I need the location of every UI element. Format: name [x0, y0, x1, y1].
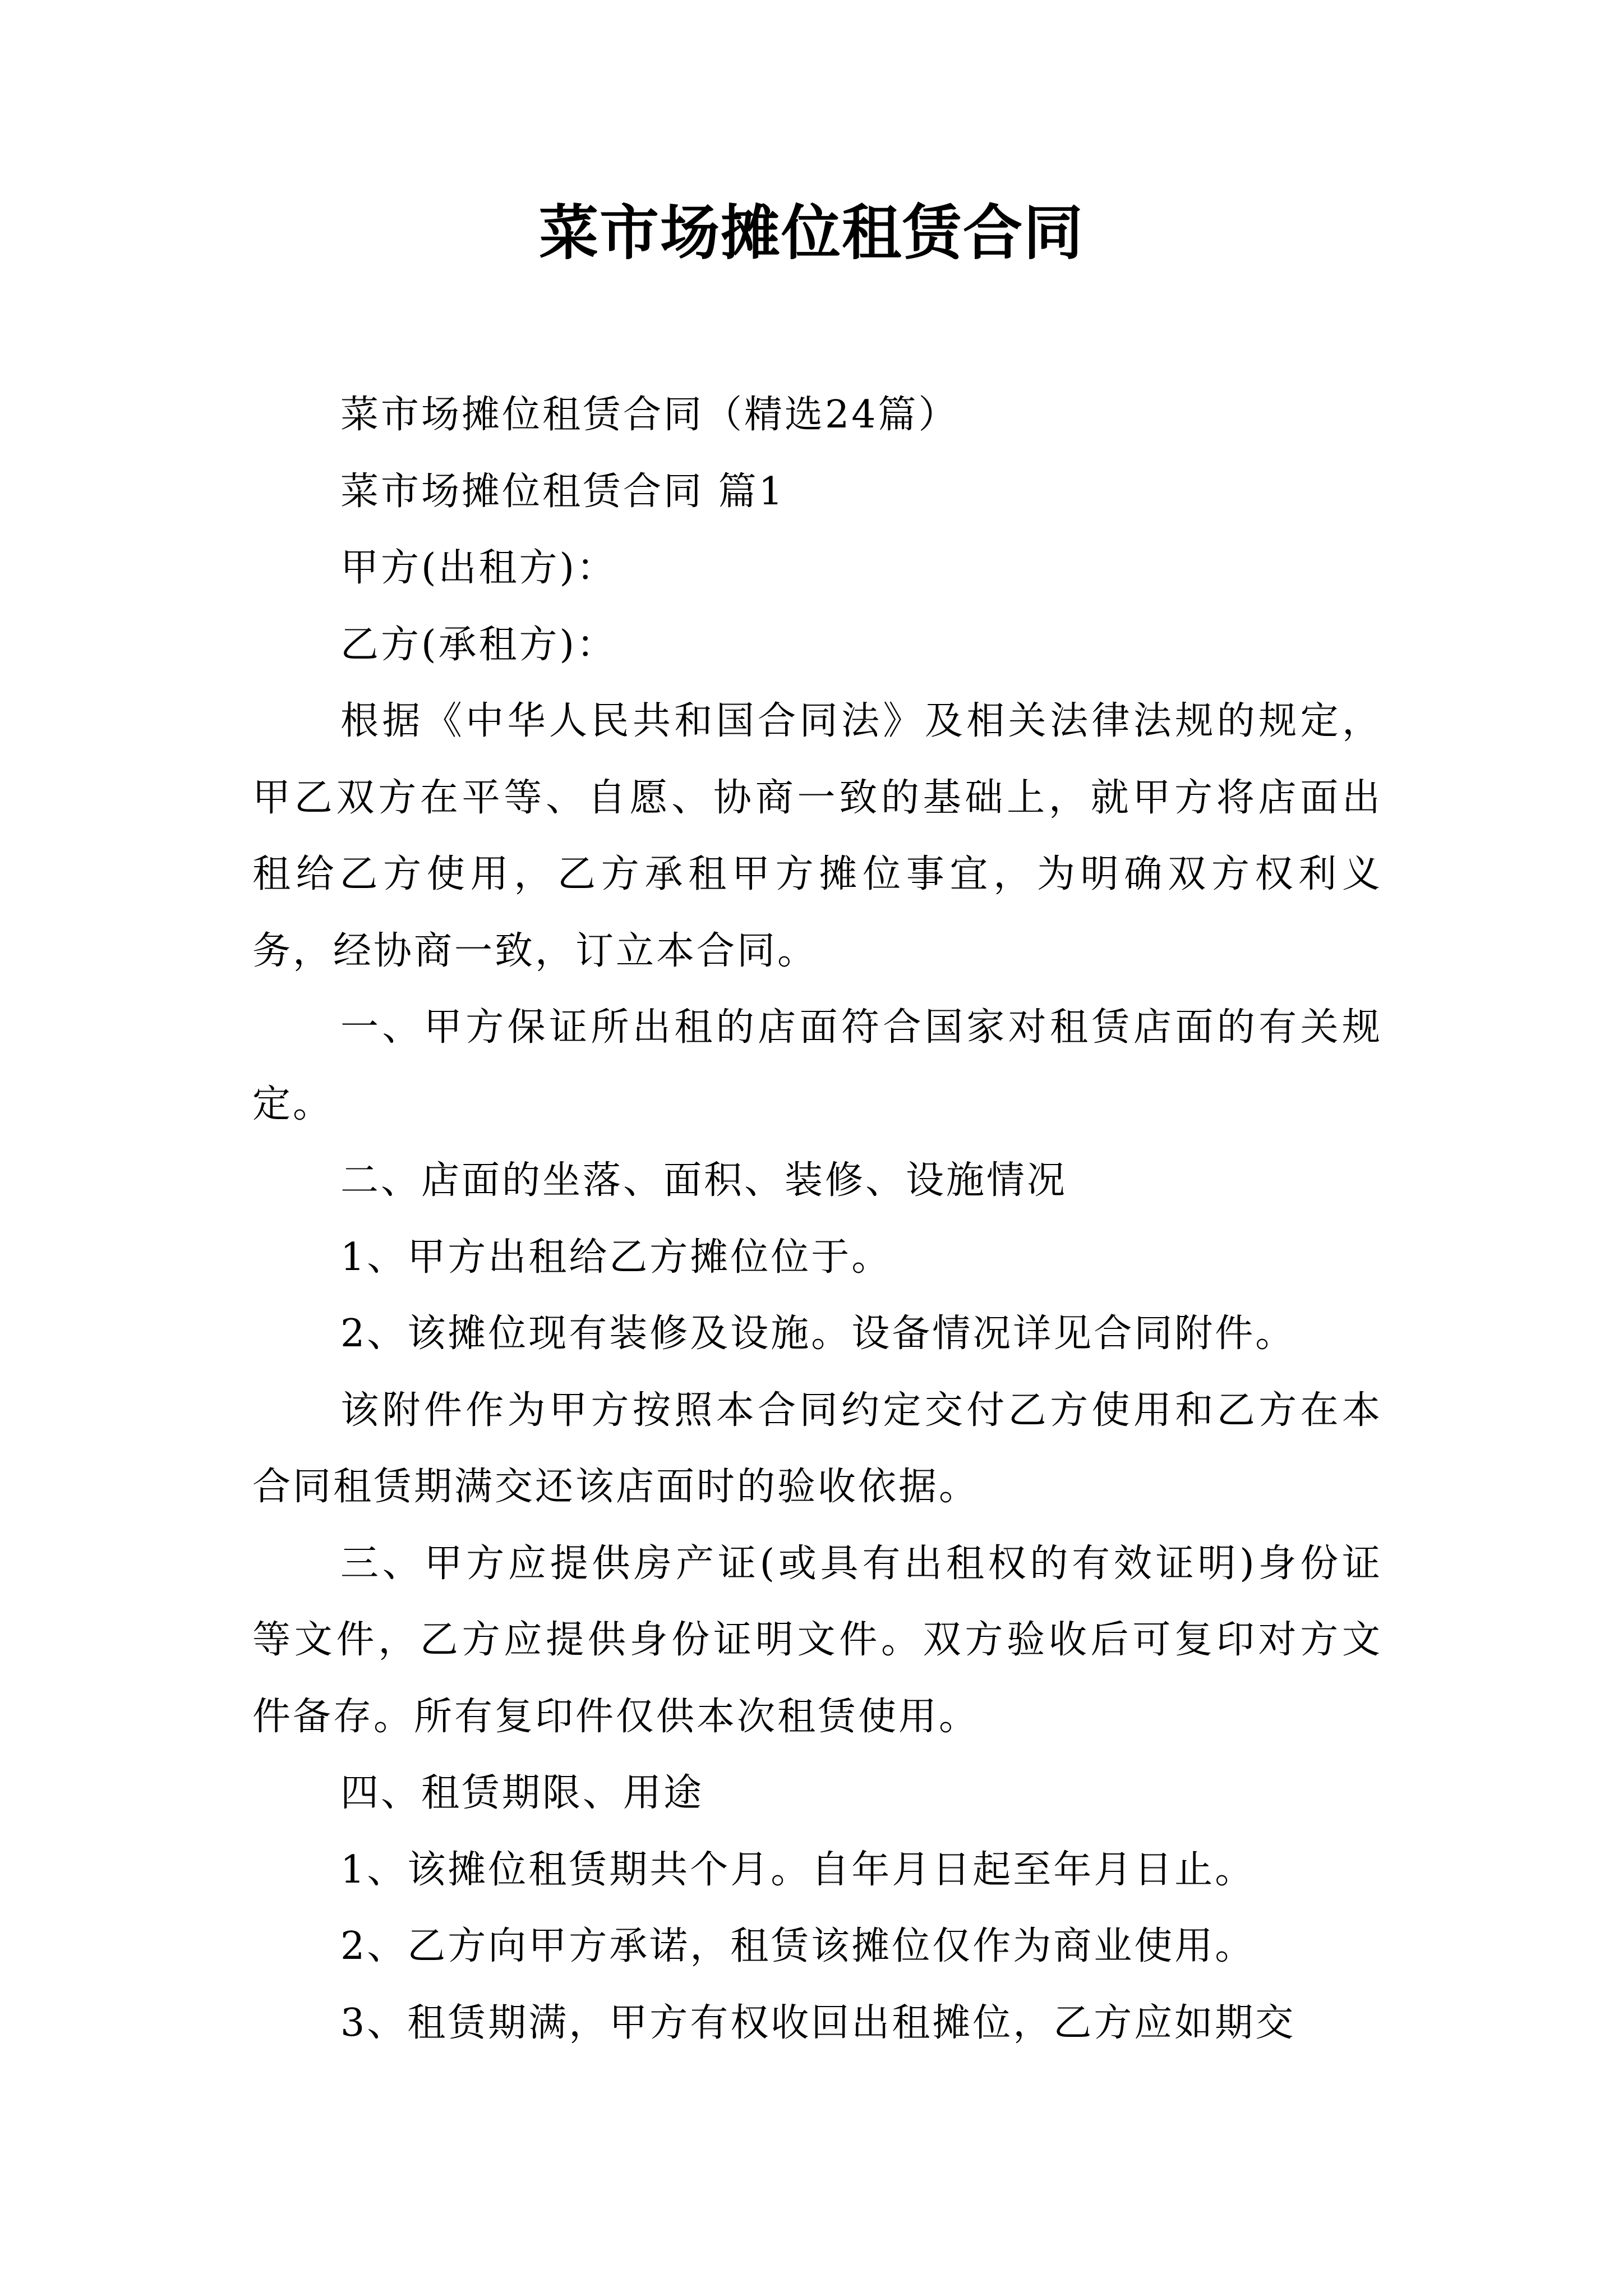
party-b-line: 乙方(承租方)：: [340, 622, 617, 667]
section-heading: 菜市场摊位租赁合同 篇1: [340, 469, 785, 514]
subtitle: 菜市场摊位租赁合同（精选24篇）: [340, 393, 959, 437]
clause-3: 三、甲方应提供房产证(或具有出租权的有效证明)身份证等文件，乙方应提供身份证明文件。双方验收后可复印对方文件备存。所有复印件仅供本次租赁使用。: [252, 1541, 1382, 1739]
clause-1: 一、甲方保证所出租的店面符合国家对租赁店面的有关规定。: [252, 1005, 1382, 1126]
party-a-line: 甲方(出租方)：: [340, 546, 617, 590]
document-body: [252, 377, 1382, 2062]
clause-2-note: 该附件作为甲方按照本合同约定交付乙方使用和乙方在本合同租赁期满交还该店面时的验收依据。: [252, 1388, 1382, 1509]
clause-2-item-2: 2、该摊位现有装修及设施。设备情况详见合同附件。: [340, 1312, 1296, 1356]
clause-4-item-3: 3、租赁期满，甲方有权收回出租摊位，乙方应如期交: [340, 2000, 1296, 2045]
clause-2-heading: 二、店面的坐落、面积、装修、设施情况: [340, 1158, 1068, 1203]
clause-2-item-1: 1、甲方出租给乙方摊位位于。: [340, 1235, 892, 1280]
document-title: 菜市场摊位租赁合同: [539, 197, 1084, 268]
clause-4-heading: 四、租赁期限、用途: [340, 1771, 704, 1815]
clause-4-item-2: 2、乙方向甲方承诺，租赁该摊位仅作为商业使用。: [340, 1924, 1256, 1968]
clause-4-item-1: 1、该摊位租赁期共个月。自年月日起至年月日止。: [340, 1847, 1256, 1892]
preamble-paragraph: 根据《中华人民共和国合同法》及相关法律法规的规定，甲乙双方在平等、自愿、协商一致的基础上，就甲方将店面出租给乙方使用，乙方承租甲方摊位事宜，为明确双方权利义务，经协商一致，订立本合同。: [252, 699, 1382, 973]
